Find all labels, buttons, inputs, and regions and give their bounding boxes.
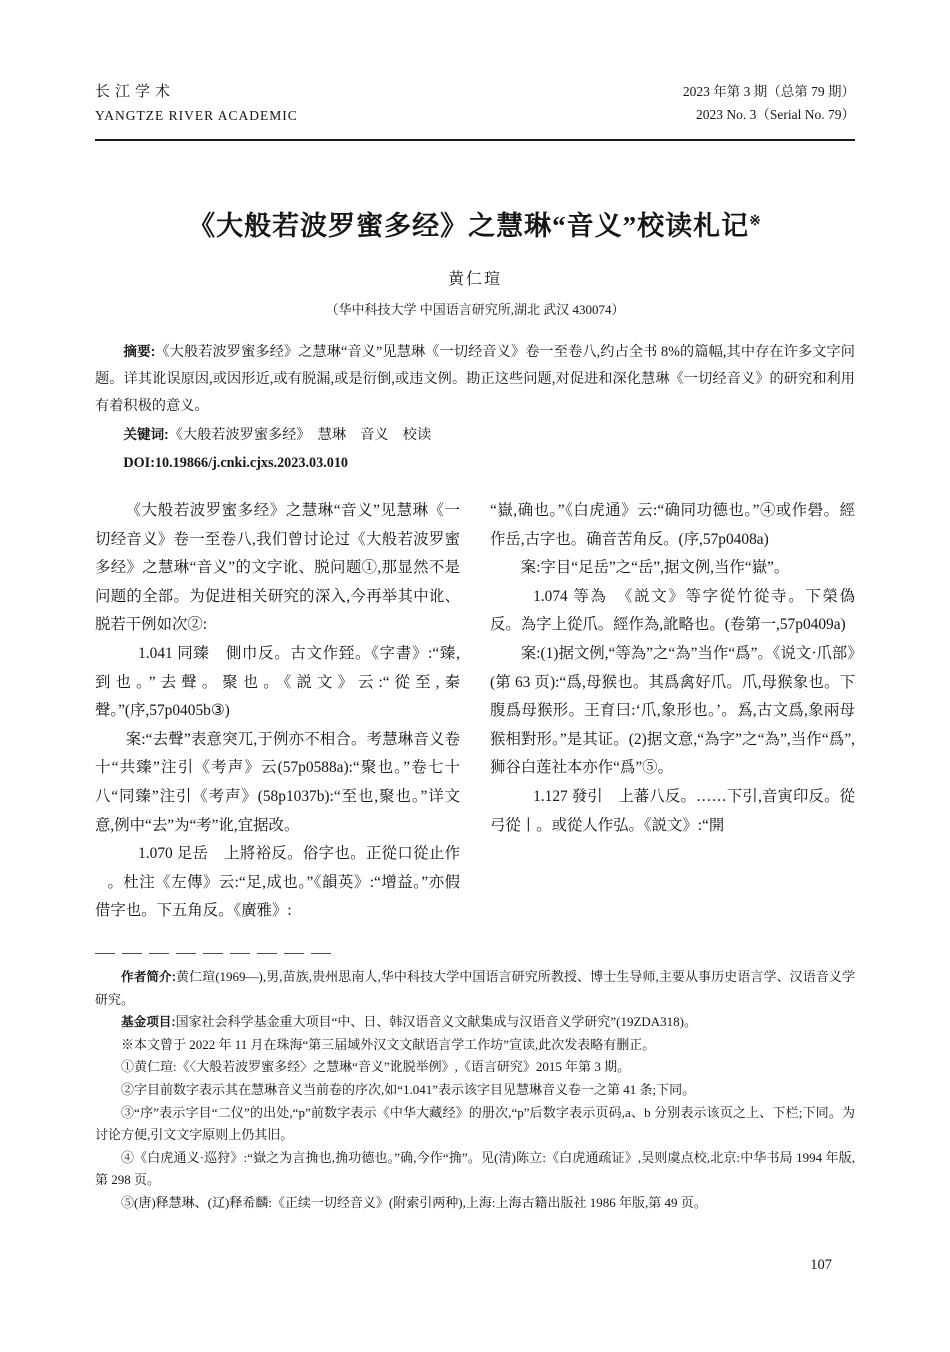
- issue-info-block: [683, 80, 855, 126]
- footnote: 作者简介:黄仁瑄(1969—),男,苗族,贵州思南人,华中科技大学中国语言研究所教授、博士生导师,主要从事历史语言学、汉语音义学研究。: [95, 969, 855, 1007]
- footnote-label: 基金项目:: [121, 1015, 176, 1030]
- author-affiliation: （华中科技大学 中国语言研究所,湖北 武汉 430074）: [325, 302, 625, 317]
- front-matter: [95, 338, 855, 477]
- journal-name-cn: 长江学术: [95, 84, 176, 100]
- issue-info-cn: 2023 年第 3 期（总第 79 期）: [682, 84, 855, 99]
- entry-paragraph: 1.070 足岳 上將裕反。俗字也。正從口從止作𠯁。杜注《左傳》云:“足,成也。”《韻英》:“增益。”亦假借字也。下五角反。《廣雅》:: [95, 845, 460, 920]
- abstract: [95, 338, 855, 420]
- journal-name-block: [95, 80, 298, 124]
- keywords: [95, 421, 855, 449]
- entry-paragraph: 1.127 發引 上蕃八反。……下引,音寅印反。從弓從丨。或從人作弘。《説文》:“開: [490, 787, 855, 834]
- body-paragraph: “嶽,确也。”《白虎通》云:“确同功德也。”④或作礐。經作岳,古字也。确音苦角反。(序,57p0408a): [490, 502, 855, 548]
- footnote: ②字目前数字表示其在慧琳音义当前卷的序次,如“1.041”表示该字目见慧琳音义卷一之第 41 条;下同。: [121, 1081, 696, 1097]
- left-column: [95, 497, 460, 941]
- body-paragraph: 案:(1)据文例,“等為”之“為”当作“爲”。《说文·爪部》(第 63 页):“爲,母猴也。其爲禽好爪。爪,母猴象也。下腹爲母猴形。王育曰:‘爪,象形也。’。𤔡,古文爲,象兩母猴相對形。”是其证。(2)据文意,“為字”之“為”,当作“爲”,狮谷白莲社本亦作“爲”⑤。: [490, 644, 855, 777]
- footnote: ※本文曾于 2022 年 11 月在珠海“第三届域外汉文文献语言学工作坊”宣读,此次发表略有删正。: [121, 1036, 656, 1052]
- footnote-separator: [95, 953, 333, 954]
- entry-paragraph: 1.074 等為 《説文》等字從竹從寺。下榮偽反。為字上從爪。經作為,訛略也。(卷第一,57p0409a): [490, 587, 855, 634]
- body-paragraph: 案:字目“足岳”之“岳”,据文例,当作“嶽”。: [520, 559, 790, 577]
- author-name: 黄仁瑄: [447, 271, 502, 288]
- page-number: 107: [810, 1257, 832, 1273]
- article-title-text: 《大般若波罗蜜多经》之慧琳“音义”校读札记: [188, 211, 750, 241]
- footnote-label: 作者简介:: [121, 970, 176, 984]
- body-paragraph: 案:“去聲”表意突兀,于例亦不相合。考慧琳音义卷十“共臻”注引《考声》云(57p0588a):“聚也。”卷七十八“同臻”注引《考声》(58p1037b):“至也,聚也。”详文意,例中“去”为“考”讹,宜据改。: [95, 730, 460, 834]
- journal-name-en: YANGTZE RIVER ACADEMIC: [95, 108, 298, 123]
- article-body: [95, 497, 855, 941]
- keywords-label: 关键词:: [123, 427, 169, 442]
- footnote: 基金项目:国家社会科学基金重大项目“中、日、韩汉语音义文献集成与汉语音义学研究”(19ZDA318)。: [121, 1014, 697, 1030]
- right-column: [490, 497, 855, 941]
- abstract-label: 摘要:: [123, 344, 156, 359]
- footnote: ③“序”表示字目“二仪”的出处,“p”前数字表示《中华大藏经》的册次,“p”后数字表示页码,a、b 分别表示该页之上、下栏;下同。为讨论方便,引文文字原则上仍其旧。: [95, 1104, 855, 1143]
- footnotes-section: [95, 953, 855, 1215]
- issue-info-en: 2023 No. 3（Serial No. 79）: [696, 107, 855, 122]
- doi: DOI:10.19866/j.cnki.cjxs.2023.03.010: [123, 455, 349, 471]
- keywords-text: 《大般若波罗蜜多经》 慧琳 音义 校读: [168, 427, 432, 443]
- abstract-text: 《大般若波罗蜜多经》之慧琳“音义”见慧琳《一切经音义》卷一至卷八,约占全书 8%的篇幅,其中存在许多文字问题。详其讹误原因,或因形近,或有脱漏,或是衍倒,或违文例。勘正这些问题,对促进和深化慧琳《一切经音义》的研究和利用有着积极的意义。: [95, 344, 855, 414]
- title-footnote-mark: ※: [749, 214, 762, 229]
- journal-header: [95, 80, 855, 126]
- footnote: ④《白虎通义·巡狩》:“嶽之为言捔也,捔功德也。”确,今作“捔”。见(清)陈立:《白虎通疏证》,吴则虞点校,北京:中华书局 1994 年版,第 298 页。: [95, 1149, 855, 1188]
- body-paragraph: 《大般若波罗蜜多经》之慧琳“音义”见慧琳《一切经音义》卷一至卷八,我们曾讨论过《大般若波罗蜜多经》之慧琳“音义”的文字讹、脱问题①,那显然不是问题的全部。为促进相关研究的深入,今再举其中讹、脱若干例如次②:: [95, 502, 460, 634]
- entry-paragraph: 1.041 同臻 側巾反。古文作臸。《字書》:“臻,到也。”去聲。聚也。《説文》云:“從至,秦聲。”(序,57p0405b③): [95, 644, 460, 720]
- header-rule: [95, 139, 855, 141]
- article-title: [0, 204, 950, 243]
- footnote-list: [95, 966, 855, 1215]
- footnote: ①黄仁瑄:《〈大般若波罗蜜多经〉之慧琳“音义”讹脱举例》,《语言研究》2015 年第 3 期。: [121, 1059, 631, 1075]
- footnote: ⑤(唐)释慧琳、(辽)释希麟:《正续一切经音义》(附索引两种),上海:上海古籍出版社 1986 年版,第 49 页。: [121, 1194, 707, 1210]
